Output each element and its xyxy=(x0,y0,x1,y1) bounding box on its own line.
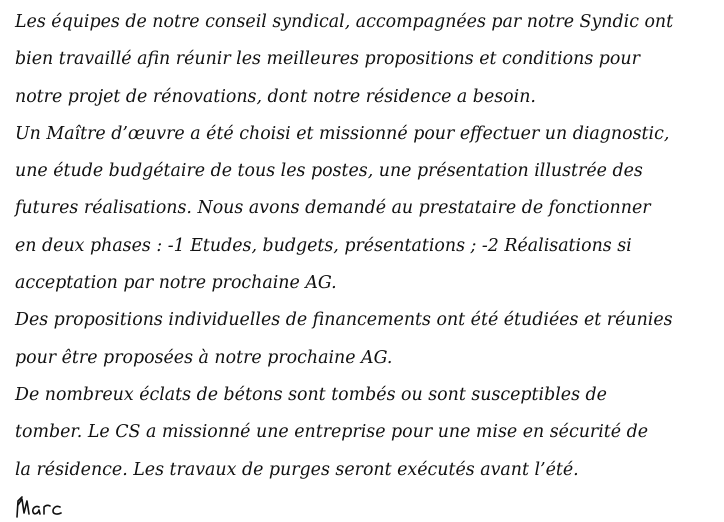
letter-line: une étude budgétaire de tous les postes, une présentation illustrée des xyxy=(15,161,643,182)
letter-line: Les équipes de notre conseil syndical, accompagnées par notre Syndic ont xyxy=(15,12,674,32)
handwritten-signature xyxy=(15,495,75,519)
letter-line: la résidence. Les travaux de purges seront exécutés avant l’été. xyxy=(15,459,579,480)
letter-line: futures réalisations. Nous avons demandé au prestataire de fonctionner xyxy=(15,198,651,219)
letter-line: tomber. Le CS a missionné une entreprise pour une mise en sécurité de xyxy=(15,422,648,443)
signature-drawing xyxy=(15,495,75,519)
letter-line: De nombreux éclats de bétons sont tombés ou sont susceptibles de xyxy=(15,384,607,405)
letter-line: pour être proposées à notre prochaine AG. xyxy=(15,347,393,368)
letter-line: en deux phases : -1 Etudes, budgets, présentations ; -2 Réalisations si xyxy=(15,235,632,256)
letter-line: acceptation par notre prochaine AG. xyxy=(15,273,337,294)
letter-body xyxy=(15,4,720,489)
letter-line: Un Maître d’œuvre a été choisi et missionné pour effectuer un diagnostic, xyxy=(15,123,670,144)
letter-line: bien travaillé afin réunir les meilleures propositions et conditions pour xyxy=(15,49,640,70)
letter-line: Des propositions individuelles de financements ont été étudiées et réunies xyxy=(15,310,673,331)
letter-line: notre projet de rénovations, dont notre résidence a besoin. xyxy=(15,86,536,107)
